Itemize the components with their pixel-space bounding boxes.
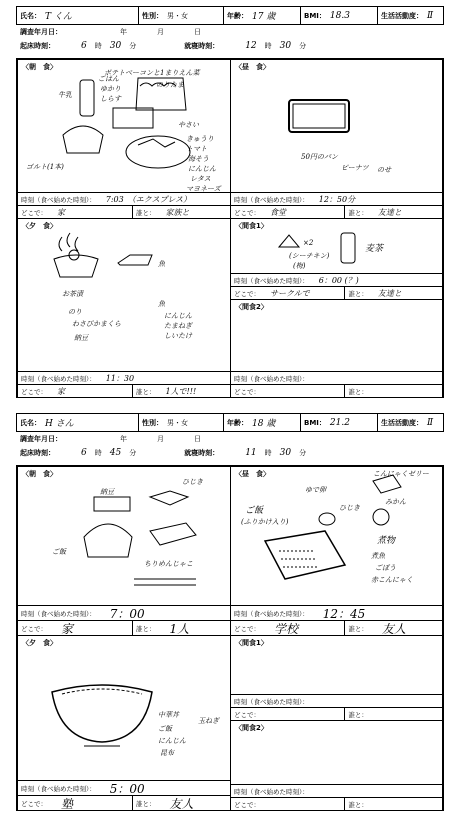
breakfast-drawing	[18, 467, 228, 607]
lunch-cell: 〈昼 食〉 50円のパン ピーナツ のせ 時刻（食べ始めた時刻）： 12：50分 どこで： 食堂 誰と： 友達と	[230, 59, 443, 219]
breakfast-cell: 〈朝 食〉 ポテトベーコンと1まりえん菜 のりたま 牛乳 ごはん ゆかり しらす やさい きゅうり トマト 海そう にんじん レタス マヨネーズ ゴルト(1本) 時刻（食べ始めた時刻）： 7:03 （エクスプレス） どこで： 家 誰と： 家族と	[17, 59, 231, 219]
snack2-place-row: どこで： 誰と：	[231, 384, 442, 398]
snack1-drawing	[231, 219, 431, 279]
record-2-header	[16, 413, 444, 432]
snack1-cell: 〈間食1〉 ×2 (シーチキン) (梅) 麦茶 時刻（食べ始めた時刻）： 6：00 (？) どこで： サークルで 誰と： 友達と	[230, 218, 443, 300]
snack2-cell: 〈間食2〉 時刻（食べ始めた時刻）： どこで： 誰と：	[230, 299, 443, 398]
snack2-cell: 〈間食2〉 時刻（食べ始めた時刻）： どこで： 誰と：	[230, 720, 443, 811]
dinner-cell: 〈夕 食〉 お茶漬 のり わさびかまくら 納豆 魚 魚 にんじん たまねぎ しいたけ 時刻（食べ始めた時刻）： 11：30 どこで： 家 誰と： 1人で!!!	[17, 218, 231, 398]
wake-sleep-times: 起床時刻： 6 時 45 分 就寝時刻： 11 時 30 分	[20, 448, 307, 458]
breakfast-cell: 〈朝 食〉 納豆 ひじき ご飯 ちりめんじゃこ 時刻（食べ始めた時刻）： 7：00 どこで： 家 誰と： 1人	[17, 466, 231, 636]
wake-sleep-times: 起床時刻： 6 時 30 分 就寝時刻： 12 時 30 分	[20, 41, 307, 51]
lunch-drawing	[231, 467, 431, 607]
dinner-time-row: 時刻（食べ始めた時刻）： 11：30	[18, 371, 230, 385]
snack2-time-row: 時刻（食べ始めた時刻）：	[231, 371, 442, 385]
breakfast-place-row: どこで： 家 誰と： 家族と	[18, 205, 230, 219]
record-1	[16, 6, 444, 396]
breakfast-place-row: どこで： 家 誰と： 1人	[18, 620, 230, 636]
dinner-time-row: 時刻（食べ始めた時刻）： 5：00	[18, 780, 230, 796]
dinner-drawing	[18, 636, 228, 776]
lunch-drawing	[231, 60, 431, 190]
snack1-cell: 〈間食1〉 時刻（食べ始めた時刻）： どこで： 誰と：	[230, 635, 443, 721]
breakfast-time-row: 時刻（食べ始めた時刻）： 7:03 （エクスプレス）	[18, 192, 230, 206]
snack2-place-row: どこで： 誰と：	[231, 797, 442, 811]
activity-field: 生活活動度： Ⅱ	[381, 10, 434, 21]
survey-date: 調査年月日： 年 月 日	[20, 28, 201, 36]
snack1-place-row: どこで： サークルで 誰と： 友達と	[231, 286, 442, 300]
dinner-place-row: どこで： 家 誰と： 1人で!!!	[18, 384, 230, 398]
dinner-place-row: どこで： 塾 誰と： 友人	[18, 795, 230, 811]
survey-date: 調査年月日： 年 月 日	[20, 435, 201, 443]
lunch-place-row: どこで： 学校 誰と： 友人	[231, 620, 442, 636]
record-1-header	[16, 6, 444, 25]
name-field: 氏名： H さん	[17, 414, 139, 431]
lunch-cell: 〈昼 食〉 こんにゃくゼリー みかん ゆで卵 ひじき ご飯 (ふりかけ入り) 煮物 煮魚 ごぼう 赤こんにゃく 時刻（食べ始めた時刻）： 12：45 どこで： 学校 誰と： 友人	[230, 466, 443, 636]
meal-grid	[16, 58, 444, 398]
snack1-place-row: どこで： 誰と：	[231, 707, 442, 721]
activity-field: 生活活動度： Ⅱ	[381, 417, 434, 428]
bmi-field: BMI： 21.2	[301, 414, 378, 431]
age-field: 年齢： 18 歳	[224, 414, 301, 431]
snack1-time-row: 時刻（食べ始めた時刻）：	[231, 694, 442, 708]
age-field: 年齢： 17 歳	[224, 7, 301, 24]
dinner-cell: 〈夕 食〉 中華丼 ご飯 にんじん 昆布 玉ねぎ 時刻（食べ始めた時刻）： 5：00 どこで： 塾 誰と： 友人	[17, 635, 231, 811]
snack2-time-row: 時刻（食べ始めた時刻）：	[231, 784, 442, 798]
lunch-time-row: 時刻（食べ始めた時刻）： 12：45	[231, 605, 442, 621]
breakfast-time-row: 時刻（食べ始めた時刻）： 7：00	[18, 605, 230, 621]
bmi-field: BMI： 18.3	[301, 7, 378, 24]
lunch-place-row: どこで： 食堂 誰と： 友達と	[231, 205, 442, 219]
sex-field: 性別： 男・女	[139, 7, 224, 24]
sex-field: 性別： 男・女	[139, 414, 224, 431]
name-field: 氏名： T くん	[17, 7, 139, 24]
lunch-time-row: 時刻（食べ始めた時刻）： 12：50分	[231, 192, 442, 206]
meal-grid	[16, 465, 444, 811]
record-2	[16, 413, 444, 811]
snack1-time-row: 時刻（食べ始めた時刻）： 6：00 (？)	[231, 273, 442, 287]
dinner-drawing	[18, 219, 228, 359]
